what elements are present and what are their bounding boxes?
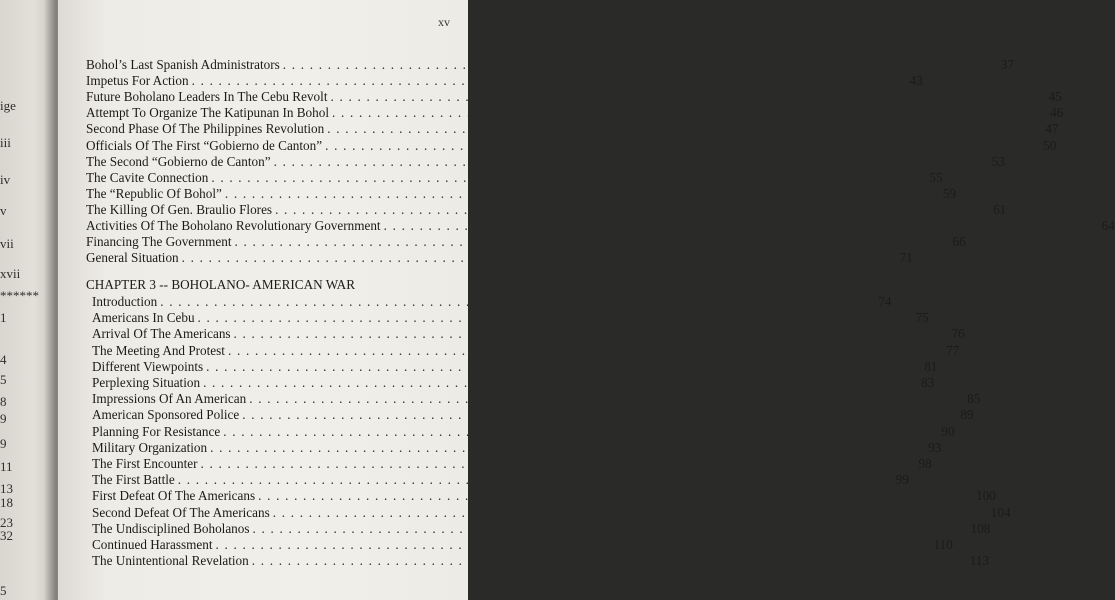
toc-entry-page: 100 — [976, 488, 996, 504]
toc-leader-dots: . . . . . . . . . . . . . . . . . . . . . . . . . . . . . . . . . . . . . . . . . . . . . . . . . . . . . . . . . . . . . . . . . . . . . . . . . . . . . . . . — [191, 73, 907, 89]
toc-entry — [86, 105, 1064, 121]
toc-entry-title: Different Viewpoints — [92, 358, 204, 374]
toc-entry-page: 75 — [915, 310, 929, 326]
toc-leader-dots: . . . . . . . . . . . . . . . . . . . . . . . . . . . . . . . . . . . . . . . . . . . . . . . . . . . . . . . . . . . . . . . . . . . . . . . . . . . . . . . . — [206, 358, 922, 374]
toc-entry-page: 81 — [924, 358, 938, 374]
toc-entry-page: 55 — [929, 169, 943, 185]
toc-entry-title: Perplexing Situation — [92, 375, 201, 390]
toc-entry-title: Bohol’s Last Spanish Administrators — [86, 57, 280, 72]
toc-leader-dots: . . . . . . . . . . . . . . . . . . . . . . . . . . . . . . . . . . . . . . . . . . . . . . . . . . . . . . . . . . . . . . . . . . . . . . . . . . . . . . . . — [325, 137, 1041, 153]
left-page-text-fragment: 11 — [0, 459, 13, 474]
toc-leader-dots: . . . . . . . . . . . . . . . . . . . . . . . . . . . . . . . . . . . . . . . . . . . . . . . . . . . . . . . . . . . . . . . . . . . . . . . . . . . . . . . . — [224, 185, 940, 201]
toc-entry-title: American Sponsored Police — [92, 407, 240, 423]
toc-entry-page: 50 — [1043, 137, 1057, 153]
toc-entry-page: 53 — [991, 153, 1005, 169]
toc-entry-title: Second Phase Of The Philippines Revolution — [86, 121, 325, 137]
toc-entry-page: 76 — [951, 326, 965, 342]
toc-entry-page: 83 — [921, 375, 935, 390]
toc-entry — [92, 537, 953, 553]
toc-entry — [92, 375, 935, 391]
toc-entry — [92, 423, 955, 440]
toc-entry-title: Continued Harassment — [92, 537, 213, 552]
toc-entry-page: 47 — [1045, 121, 1059, 137]
toc-entry-page: 98 — [918, 456, 932, 471]
left-page-text-fragment: 32 — [0, 528, 13, 543]
left-page-text-fragment: 13 — [0, 481, 13, 496]
toc-leader-dots: . . . . . . . . . . . . . . . . . . . . . . . . . . . . . . . . . . . . . . . . . . . . . . . . . . . . . . . . . . . . . . . . . . . . . . . . . . . . . . . . — [258, 488, 974, 504]
toc-entry-title: Impressions Of An American — [92, 391, 247, 407]
toc-leader-dots: . . . . . . . . . . . . . . . . . . . . . . . . . . . . . . . . . . . . . . . . . . . . . . . . . . . . . . . . . . . . . . . . . . . . . . . . . . . . . . . . — [197, 310, 913, 326]
toc-entry-page: 64 — [1101, 218, 1115, 233]
toc-leader-dots: . . . . . . . . . . . . . . . . . . . . . . . . . . . . . . . . . . . . . . . . . . . . . . . . . . . . . . . . . . . . . . . . . . . . . . . . . . . . . . . . — [275, 201, 991, 217]
toc-entry-page: 99 — [895, 472, 909, 488]
toc-entry — [92, 326, 965, 342]
toc-entry — [92, 294, 892, 310]
toc-entry-title: Attempt To Organize The Katipunan In Bohol — [86, 105, 330, 121]
toc-entry — [92, 342, 960, 359]
toc-entry-title: The Meeting And Protest — [92, 342, 225, 358]
toc-entry-page: 37 — [1000, 57, 1014, 72]
left-page-text-fragment: iv — [0, 172, 11, 187]
toc-entry-title: The First Encounter — [92, 456, 198, 471]
page-number: xv — [438, 15, 450, 29]
toc-entry-page: 66 — [952, 234, 966, 250]
toc-leader-dots: . . . . . . . . . . . . . . . . . . . . . . . . . . . . . . . . . . . . . . . . . . . . . . . . . . . . . . . . . . . . . . . . . . . . . . . . . . . . . . . . — [251, 553, 967, 569]
toc-leader-dots: . . . . . . . . . . . . . . . . . . . . . . . . . . . . . . . . . . . . . . . . . . . . . . . . . . . . . . . . . . . . . . . . . . . . . . . . . . . . . . . . — [215, 537, 931, 552]
toc-entry-page: 43 — [909, 73, 923, 89]
toc-leader-dots: . . . . . . . . . . . . . . . . . . . . . . . . . . . . . . . . . . . . . . . . . . . . . . . . . . . . . . . . . . . . . . . . . . . . . . . . . . . . . . . . — [203, 375, 919, 390]
toc-leader-dots: . . . . . . . . . . . . . . . . . . . . . . . . . . . . . . . . . . . . . . . . . . . . . . . . . . . . . . . . . . . . . . . . . . . . . . . . . . . . . . . . — [234, 234, 950, 250]
toc-entry — [86, 218, 1115, 234]
toc-leader-dots: . . . . . . . . . . . . . . . . . . . . . . . . . . . . . . . . . . . . . . . . . . . . . . . . . . . . . . . . . . . . . . . . . . . . . . . . . . . . . . . . — [242, 407, 958, 423]
toc-entry-title: Impetus For Action — [86, 73, 189, 89]
left-page-text-fragment: 1 — [0, 310, 7, 325]
toc-leader-dots: . . . . . . . . . . . . . . . . . . . . . . . . . . . . . . . . . . . . . . . . . . . . . . . . . . . . . . . . . . . . . . . . . . . . . . . . . . . . . . . . — [200, 456, 916, 471]
toc-entry — [92, 472, 909, 488]
toc-entry-page: 108 — [970, 520, 991, 536]
left-page-text-fragment: 9 — [0, 411, 7, 426]
toc-entry-page: 93 — [928, 439, 942, 455]
toc-entry-title: Financing The Government — [86, 234, 232, 250]
left-page-text-fragment: 4 — [0, 352, 7, 367]
toc-entry-title: The Undisciplined Boholanos — [92, 520, 250, 536]
toc-leader-dots: . . . . . . . . . . . . . . . . . . . . . . . . . . . . . . . . . . . . . . . . . . . . . . . . . . . . . . . . . . . . . . . . . . . . . . . . . . . . . . . . — [383, 218, 1099, 233]
toc-entry-title: First Defeat Of The Americans — [92, 488, 256, 504]
toc-entry — [86, 73, 923, 89]
toc-leader-dots: . . . . . . . . . . . . . . . . . . . . . . . . . . . . . . . . . . . . . . . . . . . . . . . . . . . . . . . . . . . . . . . . . . . . . . . . . . . . . . . . — [233, 326, 949, 342]
toc-entry-page: 74 — [878, 294, 892, 309]
toc-leader-dots: . . . . . . . . . . . . . . . . . . . . . . . . . . . . . . . . . . . . . . . . . . . . . . . . . . . . . . . . . . . . . . . . . . . . . . . . . . . . . . . . — [177, 472, 893, 488]
toc-entry-title: The Killing Of Gen. Braulio Flores — [86, 201, 273, 217]
left-page-text-fragment: ige — [0, 98, 16, 113]
toc-entry-page: 77 — [945, 342, 960, 358]
toc-entry-page: 113 — [969, 553, 990, 569]
toc-entry — [92, 439, 942, 456]
toc-entry-page: 110 — [933, 537, 953, 552]
toc-entry-title: The First Battle — [92, 472, 175, 488]
chapter-heading: CHAPTER 3 -- BOHOLANO- AMERICAN WAR — [86, 277, 356, 292]
toc-entry-title: Planning For Resistance — [92, 423, 221, 439]
toc-leader-dots: . . . . . . . . . . . . . . . . . . . . . . . . . . . . . . . . . . . . . . . . . . . . . . . . . . . . . . . . . . . . . . . . . . . . . . . . . . . . . . . . — [210, 439, 926, 455]
left-page-text-fragment: 8 — [0, 394, 7, 409]
toc-entry — [92, 391, 981, 407]
toc-leader-dots: . . . . . . . . . . . . . . . . . . . . . . . . . . . . . . . . . . . . . . . . . . . . . . . . . . . . . . . . . . . . . . . . . . . . . . . . . . . . . . . . — [227, 342, 943, 358]
toc-entry — [86, 201, 1007, 218]
left-page-text-fragment: 5 — [0, 583, 7, 598]
toc-leader-dots: . . . . . . . . . . . . . . . . . . . . . . . . . . . . . . . . . . . . . . . . . . . . . . . . . . . . . . . . . . . . . . . . . . . . . . . . . . . . . . . . — [223, 423, 939, 439]
toc-entry-page: 71 — [899, 250, 913, 266]
toc-entry-page: 89 — [960, 407, 974, 423]
toc-leader-dots: . . . . . . . . . . . . . . . . . . . . . . . . . . . . . . . . . . . . . . . . . . . . . . . . . . . . . . . . . . . . . . . . . . . . . . . . . . . . . . . . — [252, 520, 968, 536]
toc-entry — [92, 488, 996, 504]
toc-entry-page: 104 — [990, 504, 1011, 520]
toc-entry-title: The Cavite Connection — [86, 169, 209, 185]
toc-entry-title: Introduction — [92, 294, 158, 309]
toc-entry — [86, 234, 966, 250]
left-page-text-fragment: v — [0, 203, 7, 218]
toc-leader-dots: . . . . . . . . . . . . . . . . . . . . . . . . . . . . . . . . . . . . . . . . . . . . . . . . . . . . . . . . . . . . . . . . . . . . . . . . . . . . . . . . — [273, 153, 989, 169]
toc-entry-title: Officials Of The First “Gobierno de Canton” — [86, 137, 323, 153]
left-page-text-fragment: 9 — [0, 436, 7, 451]
toc-leader-dots: . . . . . . . . . . . . . . . . . . . . . . . . . . . . . . . . . . . . . . . . . . . . . . . . . . . . . . . . . . . . . . . . . . . . . . . . . . . . . . . . — [330, 89, 1046, 105]
toc-entry — [92, 358, 938, 375]
toc-entry-page: 45 — [1048, 89, 1062, 105]
toc-leader-dots: . . . . . . . . . . . . . . . . . . . . . . . . . . . . . . . . . . . . . . . . . . . . . . . . . . . . . . . . . . . . . . . . . . . . . . . . . . . . . . . . — [327, 121, 1043, 137]
toc-entry-page: 61 — [993, 201, 1007, 217]
left-page-text-fragment: 23 — [0, 515, 13, 530]
toc-entry-page: 90 — [941, 423, 955, 439]
left-page-text-fragment: vii — [0, 236, 14, 251]
toc-entry-title: The “Republic Of Bohol” — [86, 185, 222, 201]
toc-entry-title: Arrival Of The Americans — [92, 326, 231, 342]
toc-entry-page: 85 — [967, 391, 981, 407]
toc-leader-dots: . . . . . . . . . . . . . . . . . . . . . . . . . . . . . . . . . . . . . . . . . . . . . . . . . . . . . . . . . . . . . . . . . . . . . . . . . . . . . . . . — [211, 169, 927, 185]
toc-entry-title: The Second “Gobierno de Canton” — [86, 153, 271, 169]
toc-entry — [86, 89, 1062, 105]
toc-leader-dots: . . . . . . . . . . . . . . . . . . . . . . . . . . . . . . . . . . . . . . . . . . . . . . . . . . . . . . . . . . . . . . . . . . . . . . . . . . . . . . . . — [272, 504, 988, 520]
toc-entry-title: The Unintentional Revelation — [92, 553, 249, 569]
toc-leader-dots: . . . . . . . . . . . . . . . . . . . . . . . . . . . . . . . . . . . . . . . . . . . . . . . . . . . . . . . . . . . . . . . . . . . . . . . . . . . . . . . . — [332, 105, 1048, 121]
toc-entry-title: Second Defeat Of The Americans — [92, 504, 270, 520]
toc-entry-title: General Situation — [86, 250, 179, 266]
right-page — [58, 0, 1115, 600]
toc-leader-dots: . . . . . . . . . . . . . . . . . . . . . . . . . . . . . . . . . . . . . . . . . . . . . . . . . . . . . . . . . . . . . . . . . . . . . . . . . . . . . . . . — [160, 294, 876, 309]
left-page-text-fragment: ****** — [0, 288, 39, 303]
toc-entry — [92, 456, 932, 472]
left-page-text-fragment: 18 — [0, 495, 13, 510]
left-page-text-fragment: xvii — [0, 266, 21, 281]
toc-entry — [86, 185, 957, 202]
toc-entry-title: Activities Of The Boholano Revolutionary Government — [86, 218, 381, 233]
toc-leader-dots: . . . . . . . . . . . . . . . . . . . . . . . . . . . . . . . . . . . . . . . . . . . . . . . . . . . . . . . . . . . . . . . . . . . . . . . . . . . . . . . . — [249, 391, 965, 407]
toc-entry — [86, 121, 1059, 137]
toc-entry — [86, 169, 943, 186]
toc-entry — [92, 520, 991, 537]
toc-entry-title: Military Organization — [92, 439, 208, 455]
toc-entry — [92, 407, 974, 423]
toc-entry — [86, 250, 913, 266]
toc-leader-dots: . . . . . . . . . . . . . . . . . . . . . . . . . . . . . . . . . . . . . . . . . . . . . . . . . . . . . . . . . . . . . . . . . . . . . . . . . . . . . . . . — [181, 250, 897, 266]
left-page-text-fragment: 5 — [0, 372, 7, 387]
toc-entry-title: Future Boholano Leaders In The Cebu Revolt — [86, 89, 328, 105]
toc-entry — [92, 553, 990, 569]
toc-entry-page: 46 — [1050, 105, 1064, 121]
toc-entry — [92, 310, 929, 326]
toc-entry-page: 59 — [942, 185, 957, 201]
toc-entry — [86, 57, 1014, 73]
toc-entry-title: Americans In Cebu — [92, 310, 195, 326]
toc-leader-dots: . . . . . . . . . . . . . . . . . . . . . . . . . . . . . . . . . . . . . . . . . . . . . . . . . . . . . . . . . . . . . . . . . . . . . . . . . . . . . . . . — [282, 57, 998, 72]
toc-entry — [92, 504, 1011, 521]
left-page-text-fragment: iii — [0, 135, 11, 150]
toc-entry — [86, 137, 1057, 154]
toc-entry — [86, 153, 1005, 170]
